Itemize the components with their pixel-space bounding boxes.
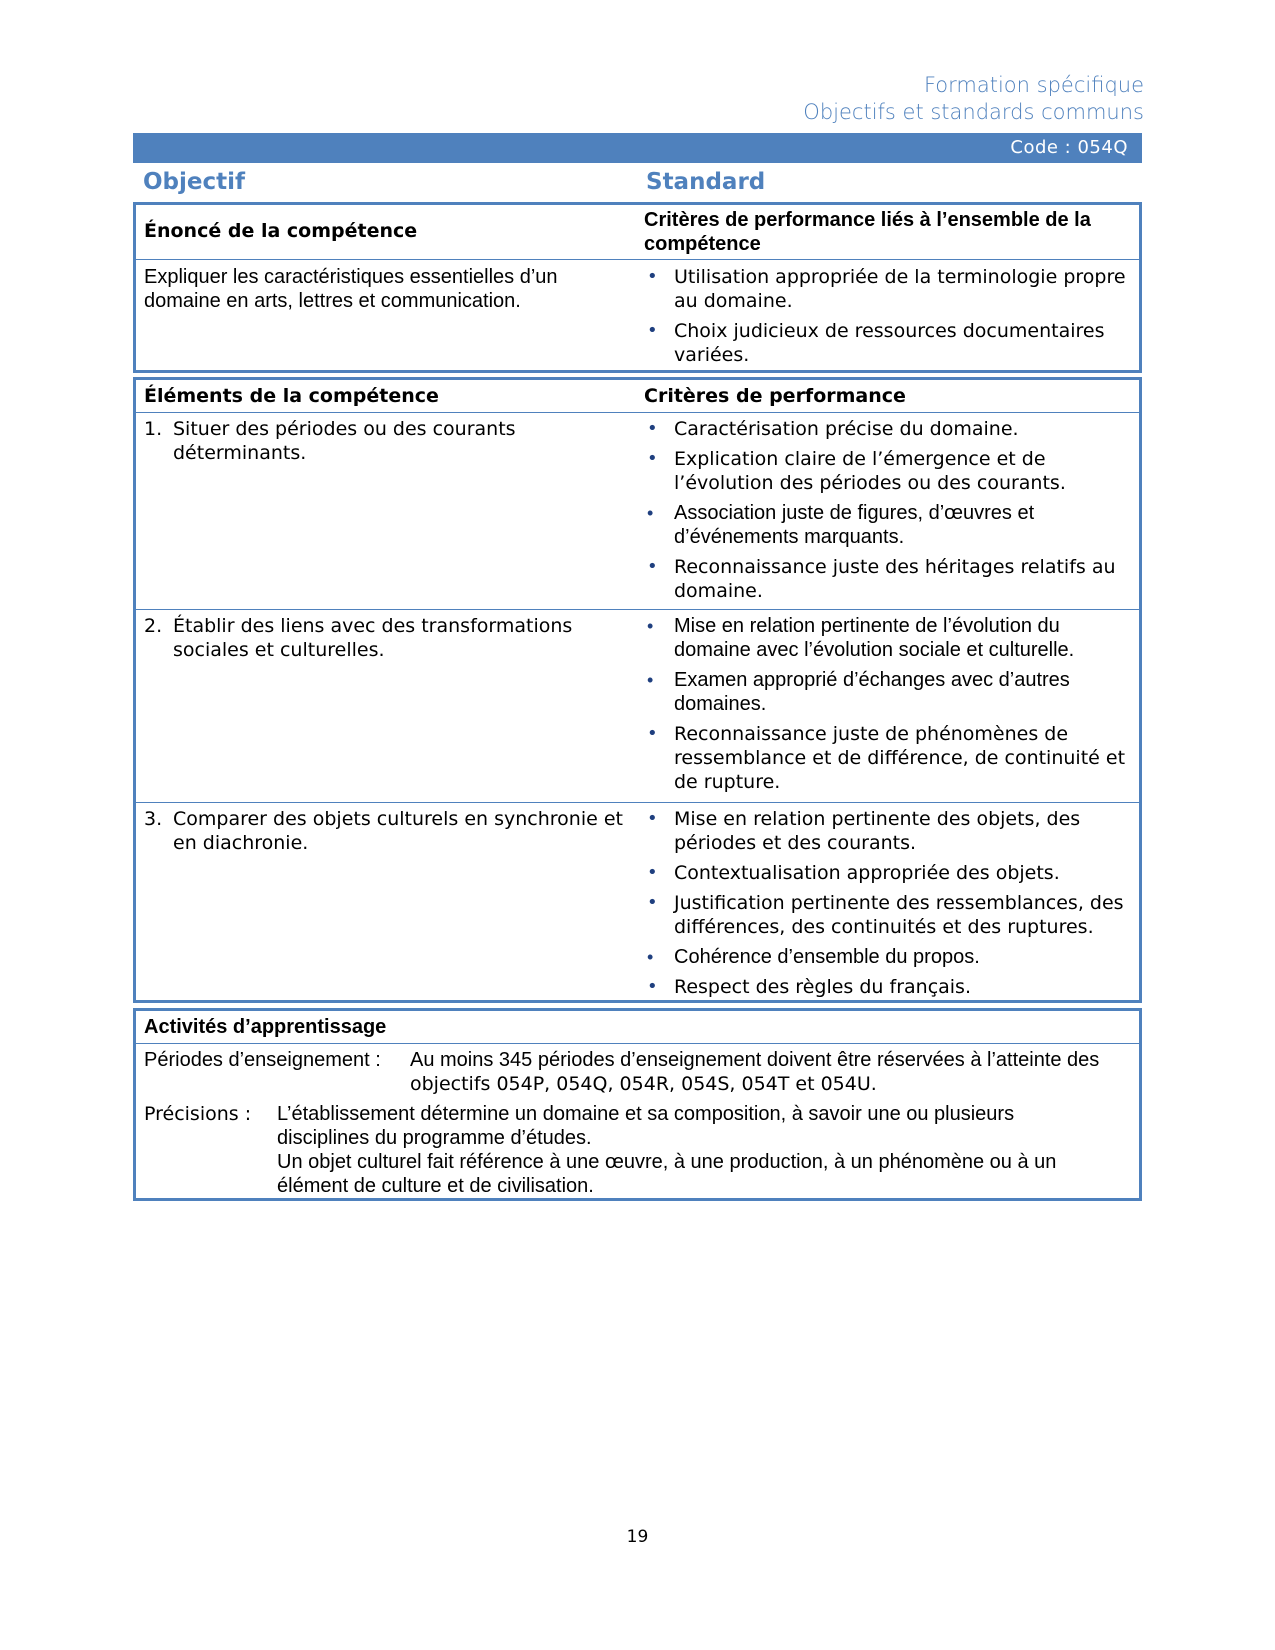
criteria-item: • Contextualisation appropriée des objets. xyxy=(647,862,1060,884)
criteria-item: • Association juste de figures, d’œuvres et d’événements marquants. xyxy=(647,502,1035,548)
criteria-item: • Respect des règles du français. xyxy=(647,976,971,998)
periodes-line xyxy=(144,1048,1131,1096)
code-bar xyxy=(133,133,1142,163)
code-label: Code : 054Q xyxy=(1010,137,1128,158)
page-number: 19 xyxy=(626,1527,649,1547)
criteria-item: • Reconnaissance juste de phénomènes de ressemblance et de différence, de continuité et de rupture. xyxy=(647,723,1126,793)
enonce-box xyxy=(133,202,1142,373)
element-item: 2. Établir des liens avec des transformations sociales et culturelles. xyxy=(144,615,573,661)
precisions-text-2: Un objet culturel fait référence à une œuvre, à une production, à un phénomène ou à un élément de culture et de civilisation. xyxy=(277,1151,1057,1197)
bullet-icon: • xyxy=(647,418,658,439)
enonce-header: Énoncé de la compétence xyxy=(144,220,418,242)
enonce-criteria-header: Critères de performance liés à l’ensemble de la compétence xyxy=(644,209,1091,255)
elements-box xyxy=(133,377,1142,1003)
bullet-icon: • xyxy=(647,448,658,469)
periodes-text-1: Au moins 345 périodes d’enseignement doivent être réservées à l’atteinte des xyxy=(410,1049,1100,1071)
enonce-statement: Expliquer les caractéristiques essentielles d’un domaine en arts, lettres et communication. xyxy=(144,266,558,312)
element-criteria-list xyxy=(644,417,1131,603)
document-header xyxy=(803,72,1144,126)
criteria-item: • Mise en relation pertinente de l’évolution du domaine avec l’évolution sociale et culturelle. xyxy=(647,615,1075,661)
bullet-icon: • xyxy=(647,503,654,523)
precisions-text-1: L’établissement détermine un domaine et sa composition, à savoir une ou plusieurs disciplines du programme d’études. xyxy=(277,1103,1015,1149)
criteria-item: • Cohérence d’ensemble du propos. xyxy=(647,946,980,968)
bullet-icon: • xyxy=(647,808,658,829)
periodes-text-2: objectifs 054P, 054Q, 054R, 054S, 054T et 054U. xyxy=(410,1073,877,1095)
bullet-icon: • xyxy=(647,616,654,636)
precisions-line xyxy=(144,1102,1131,1198)
bullet-icon: • xyxy=(647,670,654,690)
criteria-item: • Reconnaissance juste des héritages relatifs au domaine. xyxy=(647,556,1116,602)
enonce-content-row xyxy=(136,259,1139,371)
criteria-item: • Justification pertinente des ressemblances, des différences, des continuités et des ruptures. xyxy=(647,892,1124,938)
precisions-label: Précisions : xyxy=(144,1103,252,1125)
element-item: 3. Comparer des objets culturels en synchronie et en diachronie. xyxy=(144,808,623,854)
elements-header-row xyxy=(136,380,1139,412)
elements-header: Éléments de la compétence xyxy=(144,385,439,407)
criteria-item: • Mise en relation pertinente des objets, des périodes et des courants. xyxy=(647,808,1081,854)
bullet-icon: • xyxy=(647,947,654,967)
bullet-icon: • xyxy=(647,320,658,341)
bullet-icon: • xyxy=(647,266,658,287)
element-row-3 xyxy=(136,802,1139,1003)
activites-content xyxy=(136,1043,1139,1202)
element-criteria-list xyxy=(644,614,1131,794)
element-row-1 xyxy=(136,412,1139,609)
criteria-item: • Choix judicieux de ressources documentaires variées. xyxy=(647,320,1105,366)
activites-header: Activités d’apprentissage xyxy=(144,1016,387,1038)
bullet-icon: • xyxy=(647,862,658,883)
criteria-item: • Explication claire de l’émergence et de l’évolution des périodes ou des courants. xyxy=(647,448,1066,494)
enonce-header-row xyxy=(136,205,1139,259)
criteria-item: • Examen approprié d’échanges avec d’autres domaines. xyxy=(647,669,1070,715)
header-line-2: Objectifs et standards communs xyxy=(803,100,1144,124)
bullet-icon: • xyxy=(647,976,658,997)
criteria-item: • Caractérisation précise du domaine. xyxy=(647,418,1019,440)
periodes-label: Périodes d’enseignement : xyxy=(144,1049,381,1071)
element-criteria-list xyxy=(644,807,1131,999)
bullet-icon: • xyxy=(647,556,658,577)
element-item: 1. Situer des périodes ou des courants déterminants. xyxy=(144,418,516,464)
enonce-criteria-list xyxy=(644,265,1131,367)
element-row-2 xyxy=(136,609,1139,802)
header-line-1: Formation spécifique xyxy=(923,73,1144,97)
bullet-icon: • xyxy=(647,892,658,913)
elements-criteria-header: Critères de performance xyxy=(644,385,906,407)
activites-header-row xyxy=(136,1011,1139,1043)
criteria-item: • Utilisation appropriée de la terminologie propre au domaine. xyxy=(647,266,1126,312)
activites-box xyxy=(133,1008,1142,1201)
bullet-icon: • xyxy=(647,723,658,744)
standard-heading: Standard xyxy=(646,169,766,195)
objectif-heading: Objectif xyxy=(143,169,246,195)
